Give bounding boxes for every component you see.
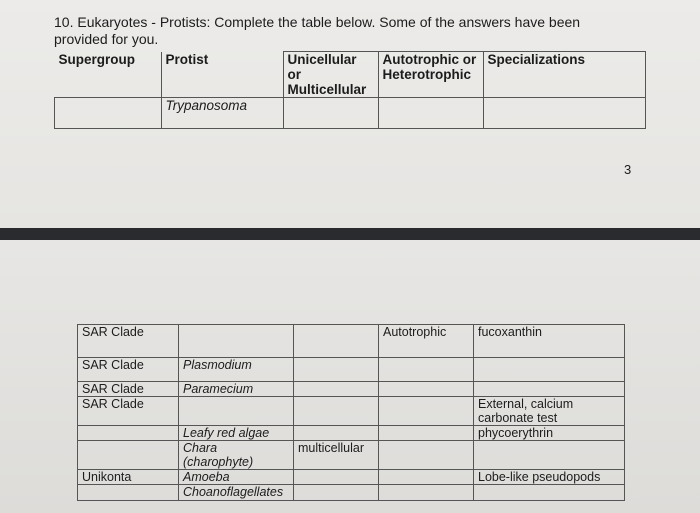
header-supergroup: Supergroup — [55, 52, 162, 98]
cell-protist — [179, 325, 294, 358]
cell-nutrition — [379, 397, 474, 426]
cell-cellularity — [294, 382, 379, 397]
cell-cellularity — [294, 426, 379, 441]
cell-specializations — [474, 485, 625, 501]
cell-specializations: fucoxanthin — [474, 325, 625, 358]
cell-nutrition — [379, 485, 474, 501]
cell-nutrition — [378, 98, 483, 129]
protist-table-top — [54, 51, 646, 129]
table-row — [78, 358, 625, 382]
table-row — [55, 98, 646, 129]
cell-protist: Leafy red algae — [179, 426, 294, 441]
question-text — [54, 14, 614, 48]
table-row — [78, 426, 625, 441]
cell-nutrition: Autotrophic — [379, 325, 474, 358]
page-number: 3 — [624, 162, 632, 177]
cell-supergroup: Unikonta — [78, 470, 179, 485]
cell-supergroup — [78, 485, 179, 501]
cell-supergroup — [55, 98, 162, 129]
cell-cellularity — [294, 485, 379, 501]
cell-protist: Chara (charophyte) — [179, 441, 294, 470]
header-specializations: Specializations — [483, 52, 646, 98]
cell-specializations: Lobe-like pseudopods — [474, 470, 625, 485]
cell-protist: Amoeba — [179, 470, 294, 485]
cell-supergroup — [78, 426, 179, 441]
cell-specializations — [474, 441, 625, 470]
header-nutrition — [378, 52, 483, 98]
cell-protist: Paramecium — [179, 382, 294, 397]
cell-nutrition — [379, 358, 474, 382]
cell-cellularity — [294, 470, 379, 485]
cell-nutrition — [379, 426, 474, 441]
cell-nutrition — [379, 441, 474, 470]
header-protist: Protist — [161, 52, 283, 98]
cell-nutrition — [379, 470, 474, 485]
table-row — [78, 325, 625, 358]
cell-supergroup: SAR Clade — [78, 397, 179, 426]
cell-supergroup: SAR Clade — [78, 358, 179, 382]
protist-table-bottom — [77, 324, 625, 501]
table-row — [78, 397, 625, 426]
table-row — [78, 382, 625, 397]
cell-supergroup — [78, 441, 179, 470]
cell-cellularity — [294, 397, 379, 426]
cell-protist: Choanoflagellates — [179, 485, 294, 501]
cell-cellularity — [294, 325, 379, 358]
cell-specializations — [474, 358, 625, 382]
header-cellularity — [283, 52, 378, 98]
table-row — [78, 485, 625, 501]
cell-specializations: phycoerythrin — [474, 426, 625, 441]
table-row — [78, 441, 625, 470]
cell-supergroup: SAR Clade — [78, 382, 179, 397]
page-divider — [0, 228, 700, 240]
cell-specializations: External, calcium carbonate test — [474, 397, 625, 426]
question-line-2: provided for you. — [54, 31, 159, 47]
header-cellularity-line2: Multicellular — [287, 82, 367, 97]
question-line-1: 10. Eukaryotes - Protists: Complete the table below. Some of the answers have been — [54, 14, 581, 30]
cell-cellularity — [283, 98, 378, 129]
cell-cellularity: multicellular — [294, 441, 379, 470]
cell-protist: Plasmodium — [179, 358, 294, 382]
cell-protist — [179, 397, 294, 426]
cell-specializations — [474, 382, 625, 397]
header-nutrition-line2: Heterotrophic — [382, 67, 472, 82]
table-row — [78, 470, 625, 485]
cell-supergroup: SAR Clade — [78, 325, 179, 358]
cell-protist: Trypanosoma — [161, 98, 283, 129]
header-cellularity-line1: Unicellular or — [287, 52, 357, 82]
header-row — [55, 52, 646, 98]
cell-specializations — [483, 98, 646, 129]
cell-nutrition — [379, 382, 474, 397]
cell-cellularity — [294, 358, 379, 382]
header-nutrition-line1: Autotrophic or — [382, 52, 477, 67]
